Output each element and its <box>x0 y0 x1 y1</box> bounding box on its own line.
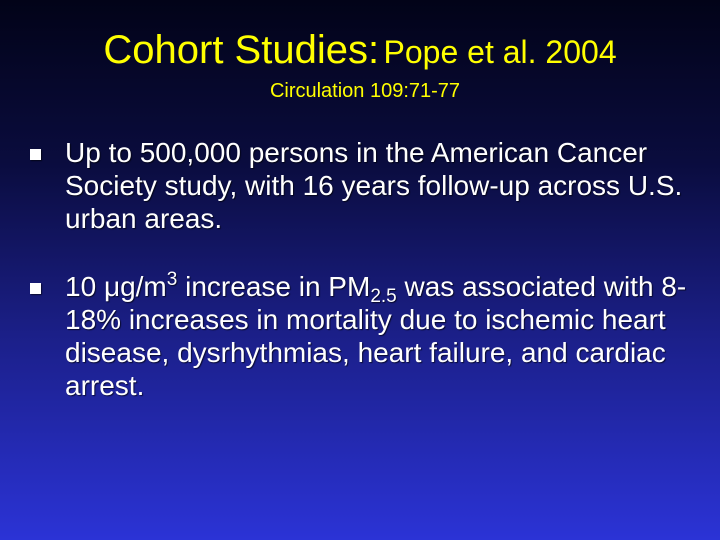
bullet-text-part2: increase in PM <box>177 271 371 302</box>
square-bullet-icon <box>30 283 41 294</box>
bullet-text-part1: 10 <box>65 271 104 302</box>
bullet-item-pm25-finding <box>30 270 706 402</box>
title-main: Cohort Studies: <box>103 28 380 72</box>
bullet-item-study-population <box>30 136 706 235</box>
citation: Circulation 109:71-77 <box>269 80 461 102</box>
slide-title <box>0 26 720 83</box>
pm-subscript: 2.5 <box>370 286 397 307</box>
mu-symbol: μ <box>103 271 121 302</box>
unit-text: g/m <box>120 271 167 302</box>
unit-superscript: 3 <box>166 269 178 290</box>
bullet-text-part3: was associated with 8-18% increases in mortality due to ischemic heart disease, dysrhythmias, heart failure, and cardiac arrest. <box>65 271 687 401</box>
title-reference: Pope et al. 2004 <box>383 34 617 70</box>
bullet-text: Up to 500,000 persons in the American Cancer Society study, with 16 years follow-up across U.S. urban areas. <box>65 137 683 234</box>
bullet-list <box>30 136 706 402</box>
square-bullet-icon <box>30 149 41 160</box>
